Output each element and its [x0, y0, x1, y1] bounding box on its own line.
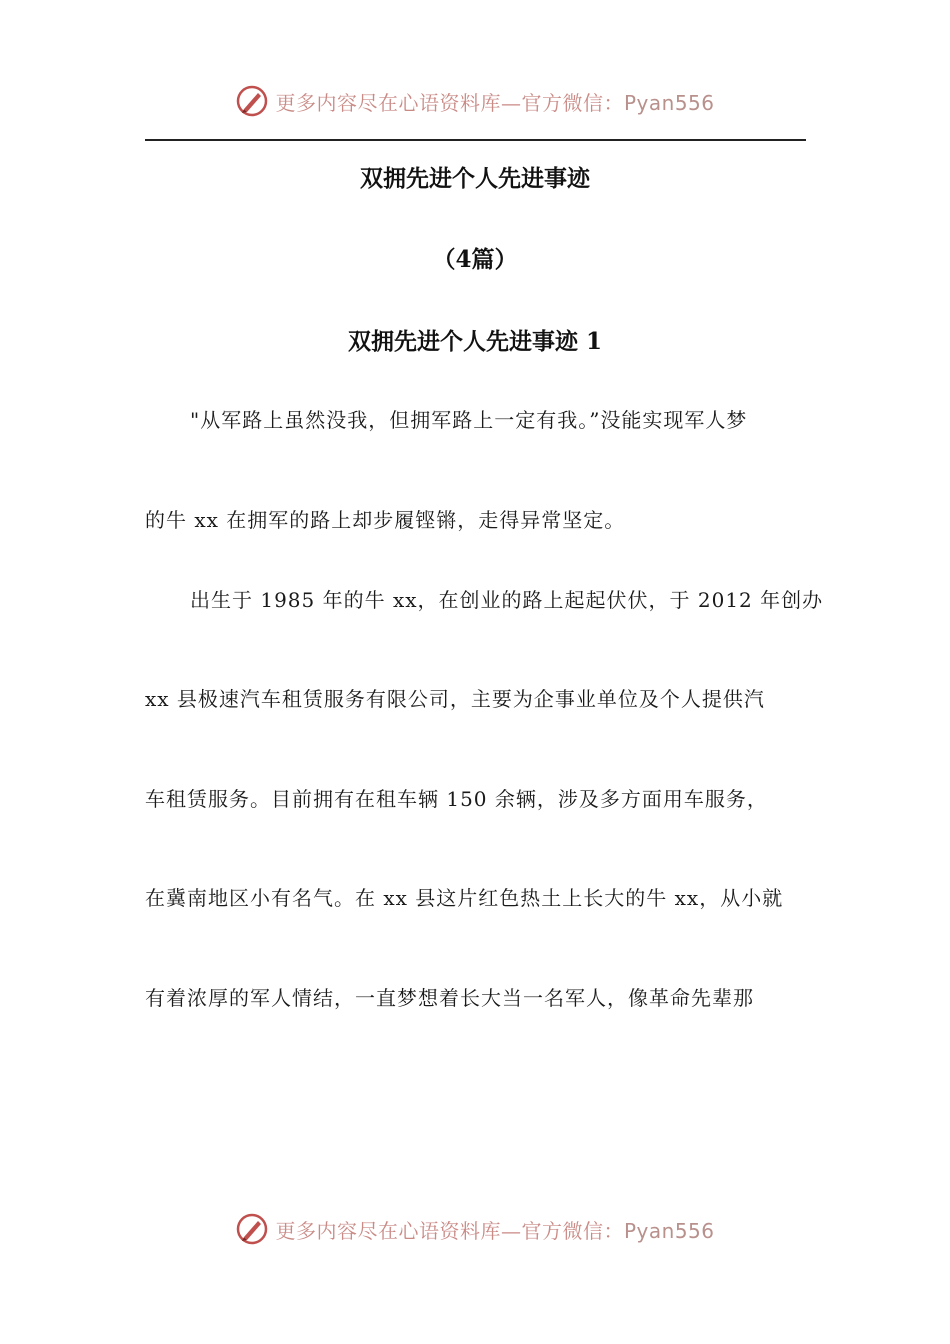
body-line-6: 在冀南地区小有名气。在 xx 县这片红色热土上长大的牛 xx，从小就 — [145, 886, 784, 910]
body-line-3: 出生于 1985 年的牛 xx，在创业的路上起起伏伏，于 2012 年创办 — [190, 588, 824, 612]
document-title: 双拥先进个人先进事迹 — [360, 165, 590, 192]
section-title: 双拥先进个人先进事迹 1 — [347, 328, 602, 355]
wechat-id: Pyan556 — [623, 90, 715, 115]
body-line-1: "从军路上虽然没我，但拥军路上一定有我。”没能实现军人梦 — [190, 408, 748, 432]
header-divider — [145, 139, 806, 141]
pen-logo-icon — [235, 1212, 269, 1246]
body-line-2: 的牛 xx 在拥军的路上却步履铿锵，走得异常坚定。 — [145, 508, 626, 532]
header-watermark — [0, 84, 950, 118]
watermark-text: 更多内容尽在心语资料库—官方微信：Pyan556 — [275, 90, 715, 115]
watermark-text: 更多内容尽在心语资料库—官方微信：Pyan556 — [275, 1218, 715, 1243]
document-count: （4篇） — [432, 246, 518, 273]
wechat-id: Pyan556 — [623, 1218, 715, 1243]
body-line-7: 有着浓厚的军人情结，一直梦想着长大当一名军人，像革命先辈那 — [145, 986, 754, 1010]
body-line-5: 车租赁服务。目前拥有在租车辆 150 余辆，涉及多方面用车服务， — [145, 787, 768, 811]
footer-watermark — [0, 1212, 950, 1246]
pen-logo-icon — [235, 84, 269, 118]
body-line-4: xx 县极速汽车租赁服务有限公司，主要为企事业单位及个人提供汽 — [145, 687, 765, 711]
